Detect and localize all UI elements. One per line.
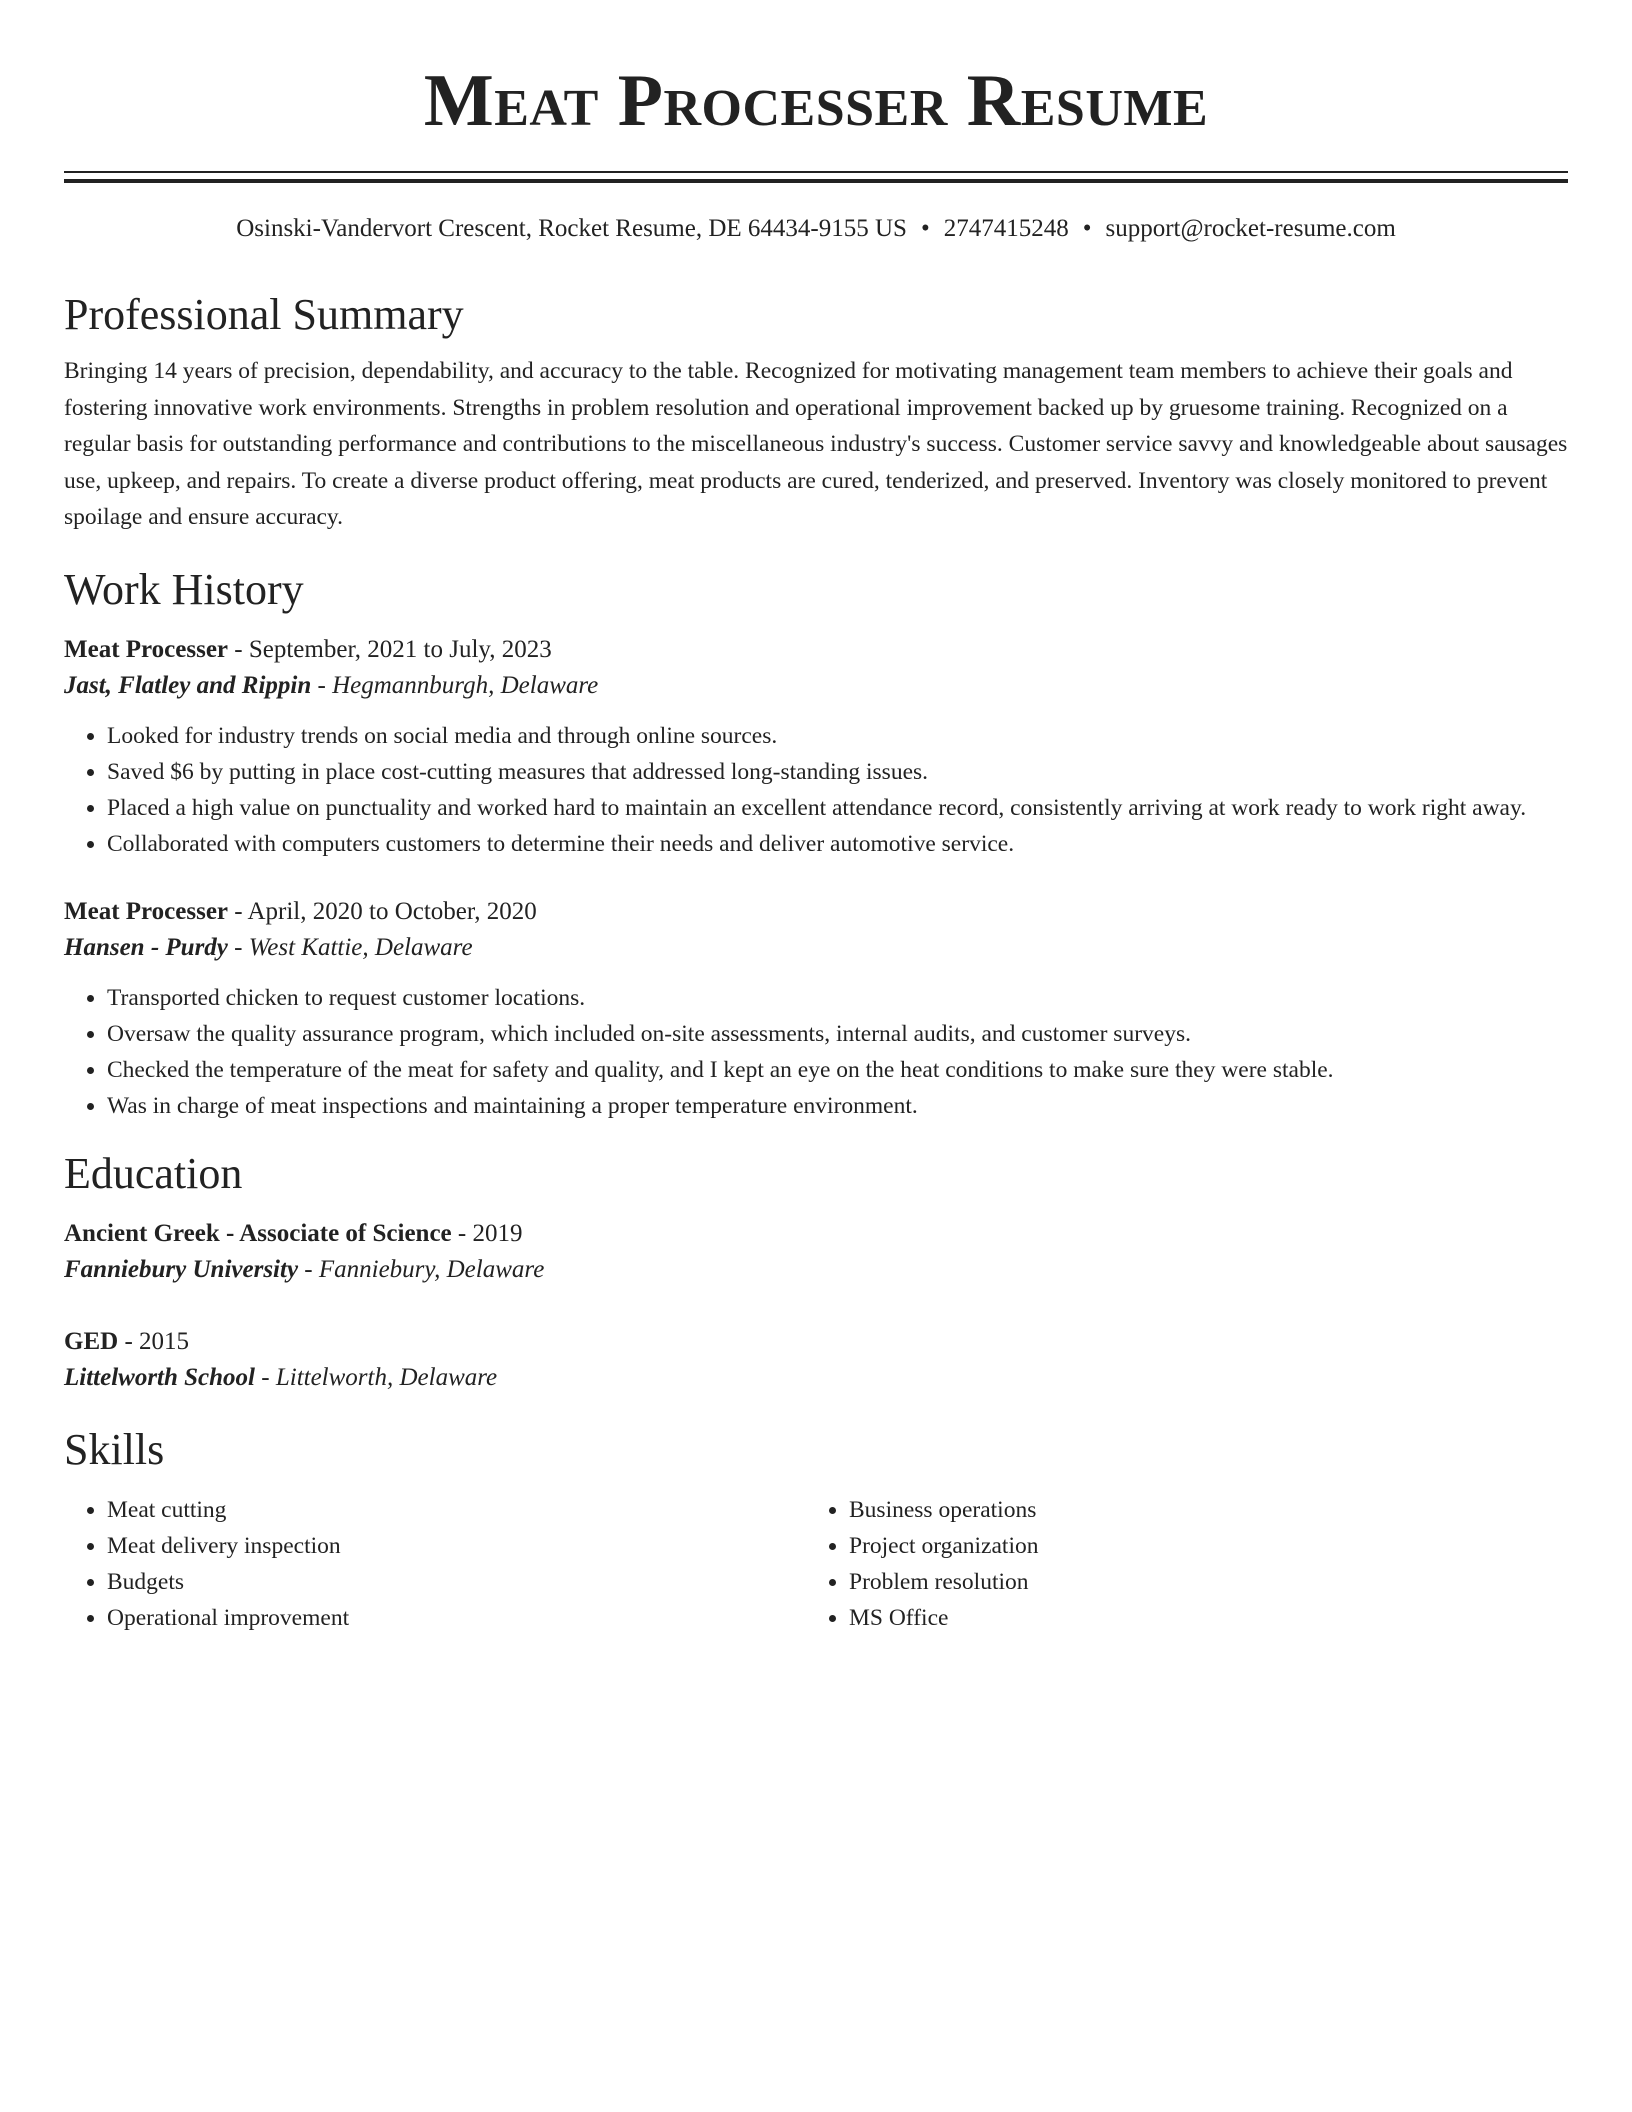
- contact-address: Osinski-Vandervort Crescent, Rocket Resume, DE 64434-9155 US: [236, 215, 907, 242]
- work-history-heading: Work History: [64, 564, 304, 614]
- title-rule-thick: [64, 179, 1568, 183]
- degree: GED: [64, 1327, 119, 1355]
- job-company: Hansen - Purdy: [64, 933, 228, 961]
- summary-text: Bringing 14 years of precision, dependability, and accuracy to the table. Recognized for motivating management team members to achieve their goals and fostering innovative work environments. Strengths in problem resolution and operational improvement backed up by gruesome training. Recognized on a regular basis for outstanding performance and contributions to the miscellaneous industry's success. Customer service savvy and knowledgeable about sausages use, upkeep, and repairs. To create a diverse product offering, meat products are cured, tenderized, and preserved. Inventory was closely monitored to prevent spoilage and ensure accuracy.: [64, 358, 1568, 530]
- summary-heading: Professional Summary: [64, 290, 464, 339]
- job-bullets: [64, 980, 1568, 1124]
- job-location: - Hegmannburgh, Delaware: [311, 671, 599, 699]
- job-company: Jast, Flatley and Rippin: [64, 671, 312, 699]
- degree-year: - 2019: [451, 1219, 523, 1247]
- resume-title: Meat Processer Resume: [423, 60, 1209, 142]
- job-dates: - April, 2020 to October, 2020: [228, 897, 537, 925]
- list-item: • Looked for industry trends on social media and through online sources.: [107, 718, 1568, 754]
- contact-separator: •: [1082, 215, 1092, 242]
- list-item: • Was in charge of meat inspections and maintaining a proper temperature environment.: [107, 1088, 1568, 1124]
- degree-line: [64, 1216, 1568, 1252]
- skills-column-left: [64, 1492, 806, 1636]
- skill-item: • Meat delivery inspection: [107, 1528, 806, 1564]
- list-item: • Transported chicken to request customer locations.: [107, 980, 1568, 1016]
- job-location: - West Kattie, Delaware: [227, 933, 473, 961]
- school-name: Littelworth School: [64, 1363, 256, 1391]
- contact-separator: •: [920, 215, 930, 242]
- skill-item: • Business operations: [849, 1492, 1568, 1528]
- school-line: [64, 1252, 1568, 1288]
- school-line: [64, 1360, 1568, 1396]
- education-heading: Education: [64, 1148, 243, 1198]
- job-entry: [64, 632, 1568, 862]
- list-item: • Saved $6 by putting in place cost-cutting measures that addressed long-standing issues.: [107, 754, 1568, 790]
- job-bullets: [64, 718, 1568, 862]
- school-location: - Fanniebury, Delaware: [298, 1255, 545, 1283]
- skill-item: • Project organization: [849, 1528, 1568, 1564]
- list-item: • Oversaw the quality assurance program, which included on-site assessments, internal audits, and customer surveys.: [107, 1016, 1568, 1052]
- skills-column-right: [806, 1492, 1568, 1636]
- job-title: Meat Processer: [64, 635, 229, 663]
- list-item: • Placed a high value on punctuality and worked hard to maintain an excellent attendance record, consistently arriving at work ready to work right away.: [107, 790, 1568, 826]
- contact-email: support@rocket-resume.com: [1105, 215, 1396, 242]
- list-item: • Checked the temperature of the meat for safety and quality, and I kept an eye on the heat conditions to make sure they were stable.: [107, 1052, 1568, 1088]
- skill-item: • Meat cutting: [107, 1492, 806, 1528]
- skill-item: • Budgets: [107, 1564, 806, 1600]
- job-title-line: [64, 894, 1568, 930]
- skills-heading: Skills: [64, 1424, 165, 1474]
- job-title: Meat Processer: [64, 897, 229, 925]
- degree-year: - 2015: [118, 1327, 190, 1355]
- job-dates: - September, 2021 to July, 2023: [228, 635, 552, 663]
- school-name: Fanniebury University: [64, 1255, 299, 1283]
- job-title-line: [64, 632, 1568, 668]
- degree-line: [64, 1324, 1568, 1360]
- title-rule-thin: [64, 171, 1568, 173]
- job-company-line: [64, 930, 1568, 966]
- skill-item: • MS Office: [849, 1600, 1568, 1636]
- contact-line: [64, 213, 1568, 245]
- skills-list: [64, 1492, 1568, 1636]
- job-entry: [64, 894, 1568, 1124]
- degree: Ancient Greek - Associate of Science: [64, 1219, 452, 1247]
- education-entry: [64, 1216, 1568, 1288]
- contact-phone: 2747415248: [943, 215, 1069, 242]
- education-entry: [64, 1324, 1568, 1396]
- list-item: • Collaborated with computers customers to determine their needs and deliver automotive service.: [107, 826, 1568, 862]
- job-company-line: [64, 668, 1568, 704]
- skill-item: • Operational improvement: [107, 1600, 806, 1636]
- skill-item: • Problem resolution: [849, 1564, 1568, 1600]
- school-location: - Littelworth, Delaware: [255, 1363, 498, 1391]
